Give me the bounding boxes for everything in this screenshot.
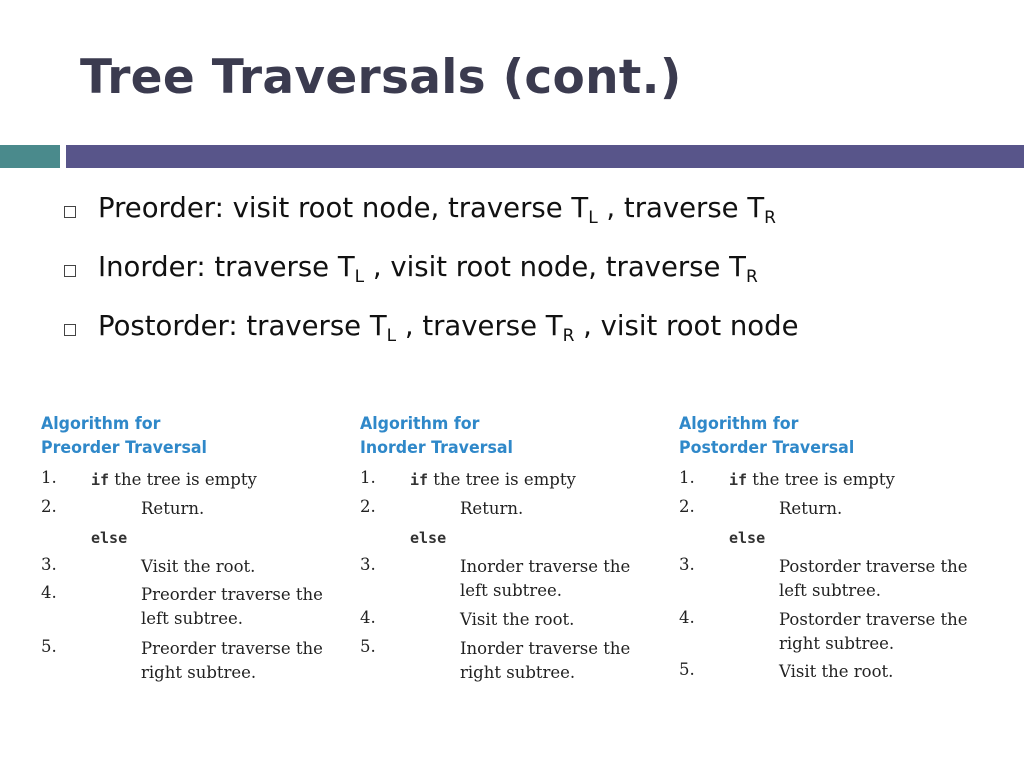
algorithm-postorder	[679, 412, 968, 681]
algorithm-heading-line2: Preorder Traversal	[41, 438, 207, 458]
algorithm-heading-line1: Algorithm for	[679, 414, 799, 434]
step-text	[91, 468, 257, 492]
step-text: Return.	[779, 499, 843, 518]
step-number: 5.	[679, 660, 695, 679]
bullet-text-part: , visit root node	[574, 310, 799, 342]
step-number: 4.	[360, 608, 376, 627]
step-number: 5.	[41, 637, 57, 656]
step-text: left subtree.	[779, 581, 881, 600]
keyword: if	[410, 471, 429, 489]
square-bullet-icon	[64, 206, 76, 218]
step-number: 1.	[679, 468, 695, 487]
step-text: Visit the root.	[779, 662, 894, 681]
algorithm-heading-line2: Postorder Traversal	[679, 438, 855, 458]
bullet-text-part: Postorder: traverse T	[98, 310, 387, 342]
step-number: 1.	[41, 468, 57, 487]
step-text: left subtree.	[141, 609, 243, 628]
subscript: L	[354, 267, 365, 287]
algorithm-heading-line2: Inorder Traversal	[360, 438, 513, 458]
bullet-text-part: Inorder: traverse T	[98, 251, 355, 283]
bullet-text	[98, 310, 799, 346]
bullet-text	[98, 251, 758, 287]
step-text: Return.	[141, 499, 205, 518]
step-number: 4.	[41, 583, 57, 602]
subscript: R	[562, 326, 575, 346]
bullet-text	[98, 192, 776, 228]
bullet-text-part: , traverse T	[396, 310, 563, 342]
step-text: right subtree.	[141, 663, 257, 682]
step-text: Visit the root.	[460, 610, 575, 629]
step-text: right subtree.	[779, 634, 895, 653]
step-text-part: the tree is empty	[109, 470, 257, 489]
step-number: 2.	[679, 497, 695, 516]
step-number: 5.	[360, 637, 376, 656]
square-bullet-icon	[64, 324, 76, 336]
step-text: Preorder traverse the	[141, 585, 323, 604]
step-text	[410, 468, 576, 492]
bullet-text-part: , traverse T	[597, 192, 765, 224]
algorithm-preorder	[41, 412, 323, 682]
step-text: Inorder traverse the	[460, 557, 631, 576]
step-text: Return.	[460, 499, 524, 518]
step-text: Preorder traverse the	[141, 639, 323, 658]
step-number: 2.	[41, 497, 57, 516]
algorithm-heading-line1: Algorithm for	[41, 414, 161, 434]
subscript: L	[386, 326, 397, 346]
bullet-text-part: Preorder: visit root node, traverse T	[98, 192, 589, 224]
subscript: L	[588, 208, 598, 228]
step-number: 2.	[360, 497, 376, 516]
step-number: 4.	[679, 608, 695, 627]
algorithm-inorder	[360, 412, 631, 682]
slide-title: Tree Traversals (cont.)	[80, 50, 682, 105]
step-text: Visit the root.	[141, 557, 256, 576]
step-text: Inorder traverse the	[460, 639, 631, 658]
step-text: right subtree.	[460, 663, 576, 682]
step-text	[729, 468, 895, 492]
step-text-part: the tree is empty	[747, 470, 895, 489]
step-number: 1.	[360, 468, 376, 487]
step-text: left subtree.	[460, 581, 562, 600]
keyword: else	[410, 529, 447, 547]
step-text: Postorder traverse the	[779, 610, 968, 629]
keyword: else	[91, 529, 128, 547]
subscript: R	[745, 267, 758, 287]
accent-bar-teal	[0, 145, 60, 168]
step-number: 3.	[679, 555, 695, 574]
keyword: if	[91, 471, 110, 489]
accent-bar-purple	[66, 145, 1024, 168]
step-text: Postorder traverse the	[779, 557, 968, 576]
step-number: 3.	[41, 555, 57, 574]
keyword: else	[729, 529, 766, 547]
subscript: R	[764, 208, 776, 228]
algorithm-heading-line1: Algorithm for	[360, 414, 480, 434]
step-number: 3.	[360, 555, 376, 574]
bullet-text-part: , visit root node, traverse T	[364, 251, 746, 283]
square-bullet-icon	[64, 265, 76, 277]
keyword: if	[729, 471, 748, 489]
step-text-part: the tree is empty	[428, 470, 576, 489]
